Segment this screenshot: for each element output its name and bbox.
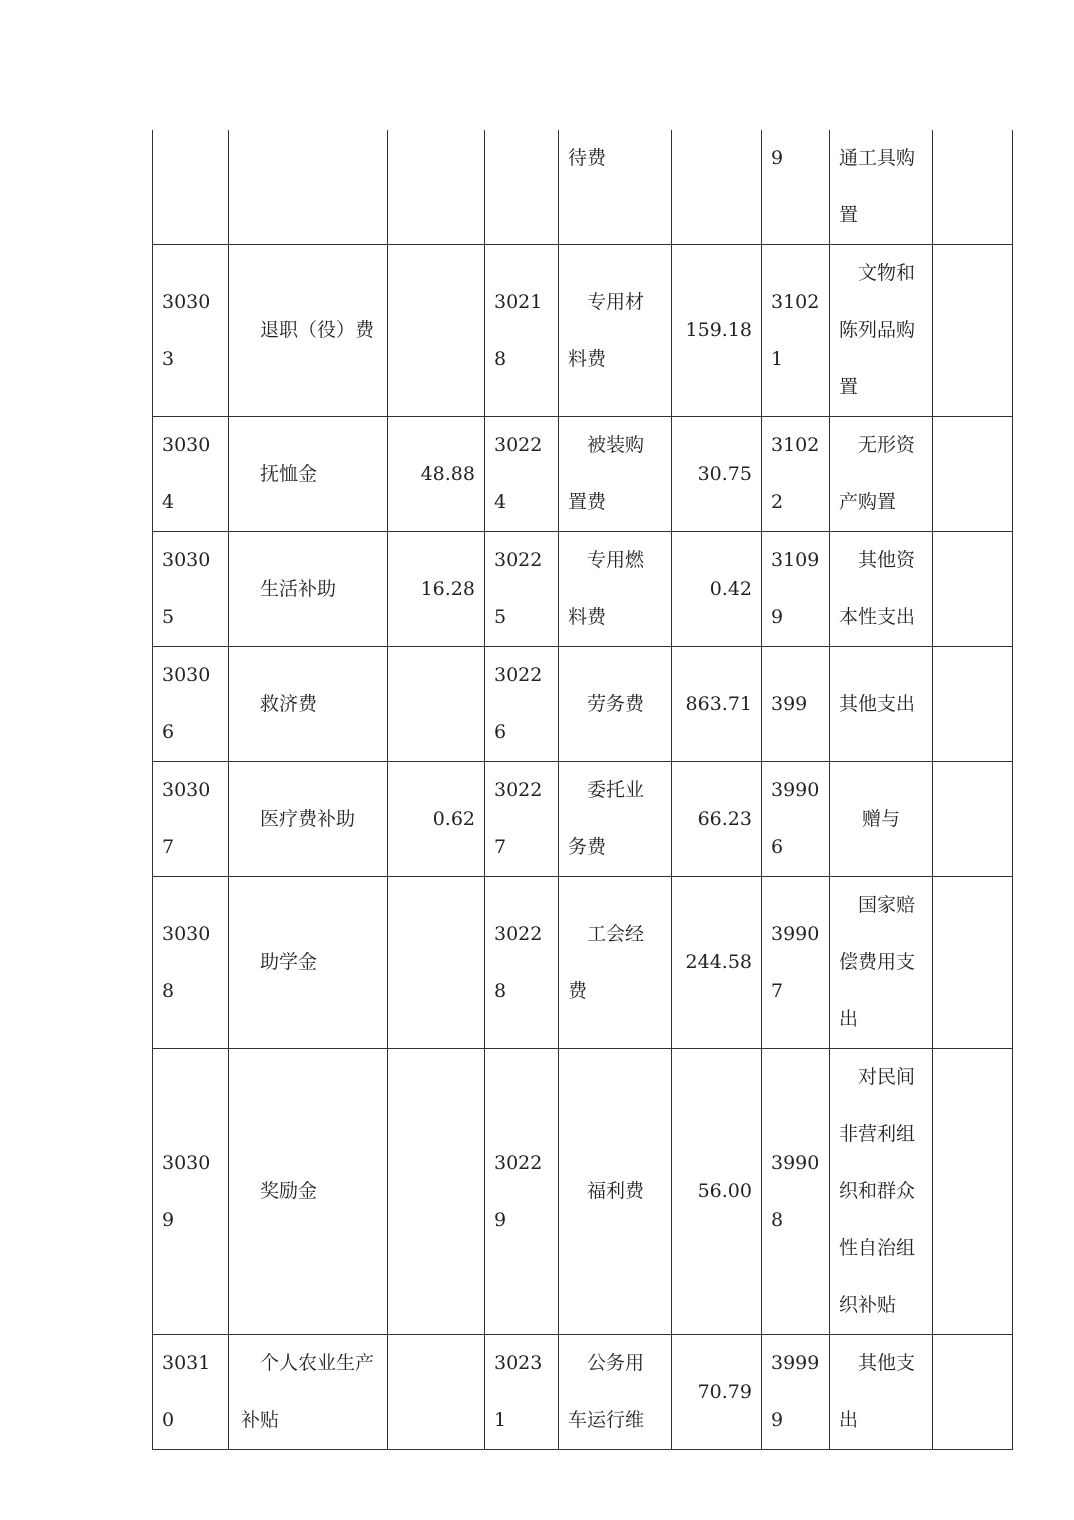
name-cell: 奖励金: [229, 1049, 388, 1335]
amount-cell: [388, 877, 485, 1049]
code-cell: 30227: [485, 762, 559, 877]
amount-cell: 159.18: [672, 245, 762, 417]
amount-cell: 863.71: [672, 647, 762, 762]
name-cell: 待费: [559, 130, 672, 245]
code-cell: 30231: [485, 1335, 559, 1450]
name-cell: 对民间非营利组织和群众性自治组织补贴: [830, 1049, 933, 1335]
code-cell: 31021: [762, 245, 830, 417]
table-row: [153, 647, 1013, 762]
extra-cell: [933, 130, 1013, 245]
code-cell: 30305: [153, 532, 229, 647]
name-cell: 专用材料费: [559, 245, 672, 417]
amount-cell: [388, 130, 485, 245]
amount-cell: [388, 1335, 485, 1450]
name-cell: [229, 130, 388, 245]
name-cell: 救济费: [229, 647, 388, 762]
expense-classification-table: [152, 130, 1013, 1450]
code-cell: 9: [762, 130, 830, 245]
code-cell: 30303: [153, 245, 229, 417]
extra-cell: [933, 1049, 1013, 1335]
name-cell: 通工具购置: [830, 130, 933, 245]
code-cell: 30226: [485, 647, 559, 762]
table-row: [153, 877, 1013, 1049]
extra-cell: [933, 532, 1013, 647]
table-row: [153, 417, 1013, 532]
name-cell: 工会经费: [559, 877, 672, 1049]
table-row: [153, 130, 1013, 245]
code-cell: 30225: [485, 532, 559, 647]
code-cell: 30224: [485, 417, 559, 532]
code-cell: 39908: [762, 1049, 830, 1335]
amount-cell: [388, 647, 485, 762]
name-cell: 其他支出: [830, 647, 933, 762]
amount-cell: 56.00: [672, 1049, 762, 1335]
code-cell: 30309: [153, 1049, 229, 1335]
code-cell: 30229: [485, 1049, 559, 1335]
code-cell: 31099: [762, 532, 830, 647]
code-cell: 30218: [485, 245, 559, 417]
amount-cell: 66.23: [672, 762, 762, 877]
code-cell: 30308: [153, 877, 229, 1049]
amount-cell: [672, 130, 762, 245]
name-cell: 退职（役）费: [229, 245, 388, 417]
name-cell: 其他资本性支出: [830, 532, 933, 647]
amount-cell: 0.62: [388, 762, 485, 877]
name-cell: 文物和陈列品购置: [830, 245, 933, 417]
amount-cell: 48.88: [388, 417, 485, 532]
table-row: [153, 245, 1013, 417]
code-cell: 39907: [762, 877, 830, 1049]
name-cell: 被装购置费: [559, 417, 672, 532]
code-cell: [485, 130, 559, 245]
name-cell: 赠与: [830, 762, 933, 877]
table-row: [153, 1335, 1013, 1450]
extra-cell: [933, 245, 1013, 417]
name-cell: 无形资产购置: [830, 417, 933, 532]
code-cell: 30310: [153, 1335, 229, 1450]
name-cell: 公务用车运行维: [559, 1335, 672, 1450]
amount-cell: [388, 245, 485, 417]
name-cell: 其他支出: [830, 1335, 933, 1450]
name-cell: 福利费: [559, 1049, 672, 1335]
amount-cell: 244.58: [672, 877, 762, 1049]
amount-cell: 16.28: [388, 532, 485, 647]
extra-cell: [933, 417, 1013, 532]
name-cell: 国家赔偿费用支出: [830, 877, 933, 1049]
code-cell: 399: [762, 647, 830, 762]
table-row: [153, 762, 1013, 877]
amount-cell: 30.75: [672, 417, 762, 532]
table-row: [153, 532, 1013, 647]
name-cell: 医疗费补助: [229, 762, 388, 877]
name-cell: 委托业务费: [559, 762, 672, 877]
amount-cell: 0.42: [672, 532, 762, 647]
name-cell: 生活补助: [229, 532, 388, 647]
code-cell: 39999: [762, 1335, 830, 1450]
name-cell: 抚恤金: [229, 417, 388, 532]
name-cell: 劳务费: [559, 647, 672, 762]
code-cell: 30304: [153, 417, 229, 532]
code-cell: 30307: [153, 762, 229, 877]
code-cell: 39906: [762, 762, 830, 877]
extra-cell: [933, 877, 1013, 1049]
table-row: [153, 1049, 1013, 1335]
extra-cell: [933, 647, 1013, 762]
name-cell: 个人农业生产补贴: [229, 1335, 388, 1450]
code-cell: 31022: [762, 417, 830, 532]
extra-cell: [933, 1335, 1013, 1450]
amount-cell: 70.79: [672, 1335, 762, 1450]
code-cell: 30306: [153, 647, 229, 762]
name-cell: 助学金: [229, 877, 388, 1049]
name-cell: 专用燃料费: [559, 532, 672, 647]
amount-cell: [388, 1049, 485, 1335]
extra-cell: [933, 762, 1013, 877]
code-cell: [153, 130, 229, 245]
code-cell: 30228: [485, 877, 559, 1049]
